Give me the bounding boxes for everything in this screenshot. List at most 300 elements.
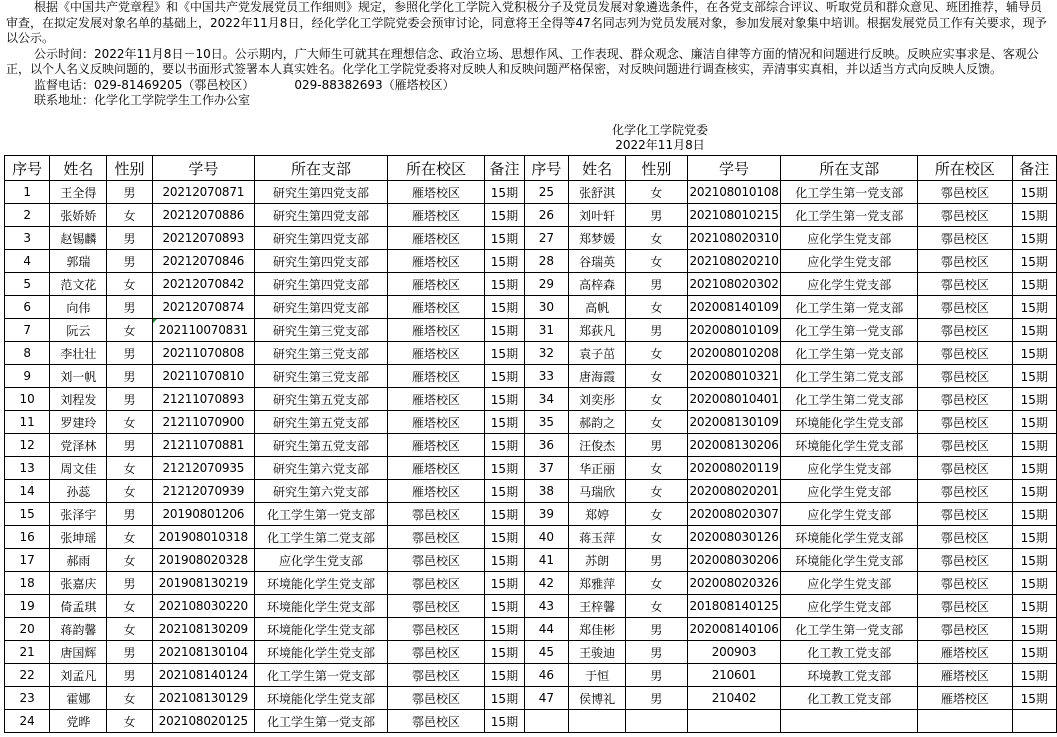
notice-text <box>6 0 1052 109</box>
table-row <box>5 388 1057 411</box>
cell-branch: 环境能化学生党支部 <box>781 434 918 457</box>
cell-branch: 化工学生第二党支部 <box>781 365 918 388</box>
cell-seq: 38 <box>524 480 568 503</box>
cell-gender: 男 <box>107 503 152 526</box>
cell-campus: 鄠邑校区 <box>918 549 1012 572</box>
cell-name: 孙蕊 <box>50 480 107 503</box>
cell-seq: 33 <box>524 365 568 388</box>
cell-campus: 雁塔校区 <box>918 641 1012 664</box>
cell-campus: 雁塔校区 <box>387 411 484 434</box>
address-value: 化学化工学院学生工作办公室 <box>94 93 251 107</box>
cell-branch: 研究生第三党支部 <box>255 342 388 365</box>
cell-student-id: 202008020307 <box>687 503 781 526</box>
cell-campus: 雁塔校区 <box>387 296 484 319</box>
cell-campus: 鄠邑校区 <box>918 434 1012 457</box>
cell-student-id: 20212070871 <box>152 181 254 204</box>
cell-campus: 鄠邑校区 <box>918 411 1012 434</box>
cell-name: 郑佳彬 <box>569 618 626 641</box>
cell-campus: 雁塔校区 <box>387 365 484 388</box>
cell-note: 15期 <box>485 388 525 411</box>
cell-campus: 雁塔校区 <box>387 227 484 250</box>
cell-student-id: 202108130129 <box>152 687 254 710</box>
cell-name: 阮云 <box>50 319 107 342</box>
cell-branch: 化工学生第一党支部 <box>781 181 918 204</box>
cell-note: 15期 <box>1012 618 1056 641</box>
cell-student-id: 202008010401 <box>687 388 781 411</box>
cell-gender: 女 <box>626 388 688 411</box>
cell-note: 15期 <box>485 204 525 227</box>
cell-student-id: 202108010108 <box>687 181 781 204</box>
cell-name: 王梓馨 <box>569 595 626 618</box>
cell-seq: 13 <box>5 457 50 480</box>
cell-seq: 32 <box>524 342 568 365</box>
cell-seq: 45 <box>524 641 568 664</box>
cell-campus: 雁塔校区 <box>387 434 484 457</box>
cell-student-id: 202108020310 <box>687 227 781 250</box>
cell-name: 郑雅萍 <box>569 572 626 595</box>
table-row <box>5 434 1057 457</box>
cell-note: 15期 <box>485 664 525 687</box>
cell-note: 15期 <box>485 181 525 204</box>
cell-note: 15期 <box>1012 342 1056 365</box>
cell-campus: 鄠邑校区 <box>918 365 1012 388</box>
table-row <box>5 687 1057 710</box>
cell-seq: 10 <box>5 388 50 411</box>
cell-note: 15期 <box>1012 457 1056 480</box>
cell-gender: 女 <box>107 480 152 503</box>
cell-branch <box>781 710 918 733</box>
cell-campus: 雁塔校区 <box>387 250 484 273</box>
cell-name: 党泽林 <box>50 434 107 457</box>
cell-gender: 男 <box>626 273 688 296</box>
cell-gender: 男 <box>626 204 688 227</box>
cell-campus: 雁塔校区 <box>387 181 484 204</box>
notice-paragraph-1: 根据《中国共产党章程》和《中国共产党发展党员工作细则》规定，参照化学化工学院入党积极分子及党员发展对象遴选条件，在各党支部综合评议、听取党员和群众意见、班团推荐，辅导员审查，在拟定发展对象名单的基础上，2022年11月8日，经化学化工学院党委会预审讨论，同意将王全得等47名同志列为党员发展对象，参加发展对象集中培训。根据发展党员工作有关要求，现予以公示。 <box>6 0 1047 45</box>
cell-gender: 男 <box>107 388 152 411</box>
cell-student-id: 20211070808 <box>152 342 254 365</box>
cell-campus: 鄠邑校区 <box>387 710 484 733</box>
cell-branch: 研究生第五党支部 <box>255 411 388 434</box>
cell-campus <box>918 710 1012 733</box>
cell-seq: 40 <box>524 526 568 549</box>
cell-branch: 化工学生第二党支部 <box>781 388 918 411</box>
cell-note: 15期 <box>485 365 525 388</box>
cell-branch: 环境能化学生党支部 <box>255 641 388 664</box>
cell-campus: 鄠邑校区 <box>918 503 1012 526</box>
phone-label: 监督电话： <box>34 77 95 92</box>
cell-seq: 7 <box>5 319 50 342</box>
cell-gender: 女 <box>107 687 152 710</box>
cell-gender: 男 <box>626 319 688 342</box>
cell-name: 刘程发 <box>50 388 107 411</box>
cell-campus: 鄠邑校区 <box>387 664 484 687</box>
header-left-student-id: 学号 <box>152 156 254 181</box>
signature-date: 2022年11月8日 <box>615 138 705 152</box>
cell-note: 15期 <box>485 342 525 365</box>
cell-seq: 25 <box>524 181 568 204</box>
cell-campus: 鄠邑校区 <box>387 595 484 618</box>
table-row <box>5 342 1057 365</box>
cell-campus: 雁塔校区 <box>387 319 484 342</box>
cell-campus: 鄠邑校区 <box>918 526 1012 549</box>
cell-campus: 鄠邑校区 <box>918 319 1012 342</box>
table-row <box>5 503 1057 526</box>
cell-seq: 1 <box>5 181 50 204</box>
cell-gender: 男 <box>107 664 152 687</box>
cell-gender: 女 <box>626 457 688 480</box>
cell-branch: 应化学生党支部 <box>781 480 918 503</box>
cell-note: 15期 <box>1012 273 1056 296</box>
cell-campus: 雁塔校区 <box>918 687 1012 710</box>
cell-gender: 男 <box>107 296 152 319</box>
table-row <box>5 411 1057 434</box>
cell-campus: 鄠邑校区 <box>387 641 484 664</box>
cell-branch: 应化学生党支部 <box>781 457 918 480</box>
header-right-seq: 序号 <box>524 156 568 181</box>
cell-campus: 雁塔校区 <box>918 664 1012 687</box>
cell-name: 霍娜 <box>50 687 107 710</box>
cell-name: 张泽宇 <box>50 503 107 526</box>
cell-student-id: 202008130109 <box>687 411 781 434</box>
cell-seq: 16 <box>5 526 50 549</box>
cell-marker-icon <box>153 319 157 323</box>
cell-name: 党晔 <box>50 710 107 733</box>
cell-student-id: 202108130209 <box>152 618 254 641</box>
cell-seq: 30 <box>524 296 568 319</box>
cell-campus: 鄠邑校区 <box>918 388 1012 411</box>
cell-name: 蒋玉萍 <box>569 526 626 549</box>
contact-address-line <box>6 93 1052 109</box>
cell-note: 15期 <box>485 572 525 595</box>
cell-note: 15期 <box>1012 204 1056 227</box>
cell-name: 李壮壮 <box>50 342 107 365</box>
cell-name: 张娇娇 <box>50 204 107 227</box>
cell-branch: 环境能化学生党支部 <box>255 687 388 710</box>
cell-gender: 女 <box>107 710 152 733</box>
cell-branch: 化工教工党支部 <box>781 687 918 710</box>
cell-campus: 鄠邑校区 <box>918 273 1012 296</box>
cell-student-id: 202008010109 <box>687 319 781 342</box>
cell-gender: 男 <box>626 687 688 710</box>
header-left-note: 备注 <box>485 156 525 181</box>
cell-student-id: 202008030206 <box>687 549 781 572</box>
table-row <box>5 595 1057 618</box>
cell-gender: 女 <box>107 595 152 618</box>
cell-note: 15期 <box>485 710 525 733</box>
cell-name: 郑梦媛 <box>569 227 626 250</box>
cell-seq: 11 <box>5 411 50 434</box>
cell-note: 15期 <box>485 549 525 572</box>
table-row <box>5 664 1057 687</box>
cell-gender: 女 <box>626 480 688 503</box>
cell-branch: 研究生第五党支部 <box>255 434 388 457</box>
cell-campus: 鄠邑校区 <box>918 181 1012 204</box>
cell-student-id: 202108020210 <box>687 250 781 273</box>
cell-gender <box>626 710 688 733</box>
cell-seq: 26 <box>524 204 568 227</box>
cell-student-id: 20212070842 <box>152 273 254 296</box>
cell-name: 郝韵之 <box>569 411 626 434</box>
cell-campus: 鄠邑校区 <box>918 457 1012 480</box>
table-row <box>5 480 1057 503</box>
cell-seq: 23 <box>5 687 50 710</box>
header-right-name: 姓名 <box>569 156 626 181</box>
cell-gender: 女 <box>626 227 688 250</box>
cell-seq: 4 <box>5 250 50 273</box>
cell-seq: 47 <box>524 687 568 710</box>
table-row <box>5 181 1057 204</box>
cell-note: 15期 <box>1012 480 1056 503</box>
cell-note: 15期 <box>485 411 525 434</box>
cell-student-id: 202008140109 <box>687 296 781 319</box>
cell-branch: 应化学生党支部 <box>781 572 918 595</box>
cell-gender: 女 <box>107 319 152 342</box>
cell-name: 刘奕彤 <box>569 388 626 411</box>
cell-name: 蒋韵馨 <box>50 618 107 641</box>
cell-seq: 12 <box>5 434 50 457</box>
cell-name: 刘一帆 <box>50 365 107 388</box>
cell-gender: 女 <box>107 411 152 434</box>
cell-name: 唐国辉 <box>50 641 107 664</box>
cell-note: 15期 <box>485 434 525 457</box>
cell-gender: 女 <box>626 503 688 526</box>
cell-student-id: 202008030126 <box>687 526 781 549</box>
cell-gender: 女 <box>107 273 152 296</box>
cell-note: 15期 <box>1012 319 1056 342</box>
cell-student-id: 210402 <box>687 687 781 710</box>
cell-student-id: 202008010321 <box>687 365 781 388</box>
cell-campus: 鄠邑校区 <box>918 296 1012 319</box>
cell-gender: 男 <box>107 227 152 250</box>
cell-branch: 环境能化学生党支部 <box>781 549 918 572</box>
cell-note: 15期 <box>485 457 525 480</box>
cell-campus: 鄠邑校区 <box>918 595 1012 618</box>
cell-seq: 29 <box>524 273 568 296</box>
cell-branch: 研究生第三党支部 <box>255 365 388 388</box>
cell-branch: 应化学生党支部 <box>781 227 918 250</box>
cell-seq: 31 <box>524 319 568 342</box>
cell-student-id: 201908020328 <box>152 549 254 572</box>
cell-note: 15期 <box>1012 434 1056 457</box>
candidate-roster-table <box>4 155 1057 733</box>
phone-yanta: 029-88382693（雁塔校区） <box>294 77 455 92</box>
cell-gender: 女 <box>626 595 688 618</box>
cell-name: 张嘉庆 <box>50 572 107 595</box>
cell-gender: 男 <box>107 250 152 273</box>
table-row <box>5 296 1057 319</box>
cell-gender: 男 <box>107 641 152 664</box>
table-row <box>5 365 1057 388</box>
cell-campus: 鄠邑校区 <box>387 618 484 641</box>
table-row <box>5 204 1057 227</box>
cell-name: 倚孟琪 <box>50 595 107 618</box>
cell-seq: 8 <box>5 342 50 365</box>
cell-branch: 化工学生第一党支部 <box>781 618 918 641</box>
cell-seq: 17 <box>5 549 50 572</box>
cell-branch: 环境能化学生党支部 <box>255 572 388 595</box>
cell-campus: 鄠邑校区 <box>918 227 1012 250</box>
table-row <box>5 273 1057 296</box>
header-right-gender: 性别 <box>626 156 688 181</box>
cell-student-id: 202008020119 <box>687 457 781 480</box>
cell-note <box>1012 710 1056 733</box>
cell-seq: 24 <box>5 710 50 733</box>
cell-note: 15期 <box>485 273 525 296</box>
cell-branch: 化工学生第一党支部 <box>255 664 388 687</box>
header-right-note: 备注 <box>1012 156 1056 181</box>
cell-student-id: 20212070893 <box>152 227 254 250</box>
cell-campus: 雁塔校区 <box>387 342 484 365</box>
table-header-row <box>5 156 1057 181</box>
cell-note: 15期 <box>1012 687 1056 710</box>
cell-branch: 化工学生第一党支部 <box>781 296 918 319</box>
cell-gender: 女 <box>107 549 152 572</box>
cell-note: 15期 <box>1012 526 1056 549</box>
header-left-branch: 所在支部 <box>255 156 388 181</box>
cell-branch: 研究生第四党支部 <box>255 296 388 319</box>
cell-student-id: 202008010208 <box>687 342 781 365</box>
header-right-student-id: 学号 <box>687 156 781 181</box>
cell-note: 15期 <box>1012 572 1056 595</box>
cell-student-id: 21212070939 <box>152 480 254 503</box>
cell-student-id: 21211070900 <box>152 411 254 434</box>
cell-name: 张坤瑶 <box>50 526 107 549</box>
cell-student-id: 202008130206 <box>687 434 781 457</box>
cell-seq: 18 <box>5 572 50 595</box>
cell-campus: 鄠邑校区 <box>387 526 484 549</box>
cell-name: 高梓森 <box>569 273 626 296</box>
cell-note: 15期 <box>1012 365 1056 388</box>
cell-seq: 44 <box>524 618 568 641</box>
cell-student-id: 20211070810 <box>152 365 254 388</box>
cell-name: 于恒 <box>569 664 626 687</box>
cell-gender: 男 <box>107 342 152 365</box>
cell-seq: 3 <box>5 227 50 250</box>
cell-seq: 43 <box>524 595 568 618</box>
cell-campus: 雁塔校区 <box>387 204 484 227</box>
cell-branch: 研究生第四党支部 <box>255 273 388 296</box>
cell-branch: 研究生第四党支部 <box>255 250 388 273</box>
cell-student-id: 201908010318 <box>152 526 254 549</box>
header-left-campus: 所在校区 <box>387 156 484 181</box>
cell-gender: 女 <box>107 526 152 549</box>
cell-student-id: 20190801206 <box>152 503 254 526</box>
cell-gender: 男 <box>626 549 688 572</box>
cell-campus: 鄠邑校区 <box>918 480 1012 503</box>
cell-campus: 雁塔校区 <box>387 388 484 411</box>
cell-branch: 应化学生党支部 <box>781 273 918 296</box>
table-row <box>5 227 1057 250</box>
cell-student-id: 20212070874 <box>152 296 254 319</box>
cell-name: 汪俊杰 <box>569 434 626 457</box>
cell-name: 王骏迪 <box>569 641 626 664</box>
cell-name: 郭瑞 <box>50 250 107 273</box>
cell-branch: 环境能化学生党支部 <box>781 411 918 434</box>
cell-seq: 20 <box>5 618 50 641</box>
cell-campus: 鄠邑校区 <box>387 503 484 526</box>
cell-student-id: 202008020201 <box>687 480 781 503</box>
cell-gender: 女 <box>626 572 688 595</box>
cell-name: 马瑞欣 <box>569 480 626 503</box>
cell-student-id: 202108130104 <box>152 641 254 664</box>
cell-note: 15期 <box>485 526 525 549</box>
cell-branch: 应化学生党支部 <box>255 549 388 572</box>
header-left-gender: 性别 <box>107 156 152 181</box>
cell-seq: 15 <box>5 503 50 526</box>
cell-campus: 鄠邑校区 <box>918 342 1012 365</box>
cell-seq: 19 <box>5 595 50 618</box>
cell-name: 侯博礼 <box>569 687 626 710</box>
cell-student-id <box>687 710 781 733</box>
table-row <box>5 641 1057 664</box>
cell-branch: 研究生第六党支部 <box>255 480 388 503</box>
cell-student-id: 202108140124 <box>152 664 254 687</box>
cell-campus: 雁塔校区 <box>387 273 484 296</box>
cell-branch: 应化学生党支部 <box>781 503 918 526</box>
cell-branch: 化工学生第一党支部 <box>781 204 918 227</box>
cell-gender: 男 <box>107 365 152 388</box>
cell-gender: 女 <box>626 296 688 319</box>
cell-branch: 研究生第四党支部 <box>255 227 388 250</box>
cell-branch: 环境教工党支部 <box>781 664 918 687</box>
cell-branch: 应化学生党支部 <box>781 250 918 273</box>
cell-gender: 男 <box>107 181 152 204</box>
table-row <box>5 319 1057 342</box>
cell-seq: 6 <box>5 296 50 319</box>
cell-note: 15期 <box>485 250 525 273</box>
table-row <box>5 572 1057 595</box>
table-row <box>5 457 1057 480</box>
cell-gender: 男 <box>626 664 688 687</box>
cell-seq: 42 <box>524 572 568 595</box>
cell-branch: 化工学生第一党支部 <box>781 319 918 342</box>
header-right-branch: 所在支部 <box>781 156 918 181</box>
cell-student-id: 202008140106 <box>687 618 781 641</box>
cell-student-id: 200903 <box>687 641 781 664</box>
cell-gender: 男 <box>107 434 152 457</box>
cell-seq: 21 <box>5 641 50 664</box>
cell-gender: 男 <box>107 572 152 595</box>
cell-seq: 37 <box>524 457 568 480</box>
cell-student-id: 202108020302 <box>687 273 781 296</box>
cell-student-id: 201908130219 <box>152 572 254 595</box>
cell-note: 15期 <box>485 480 525 503</box>
cell-student-id: 21211070893 <box>152 388 254 411</box>
cell-seq: 28 <box>524 250 568 273</box>
cell-note: 15期 <box>1012 227 1056 250</box>
cell-student-id: 202108010215 <box>687 204 781 227</box>
cell-gender: 男 <box>626 618 688 641</box>
cell-gender: 女 <box>626 181 688 204</box>
cell-seq: 2 <box>5 204 50 227</box>
cell-name <box>569 710 626 733</box>
address-label: 联系地址： <box>34 93 95 107</box>
header-right-campus: 所在校区 <box>918 156 1012 181</box>
cell-branch: 化工教工党支部 <box>781 641 918 664</box>
cell-seq: 27 <box>524 227 568 250</box>
notice-paragraph-2: 公示时间：2022年11月8日－10日。公示期内，广大师生可就其在理想信念、政治立场、思想作风、工作表现、群众观念、廉洁自律等方面的情况和问题进行反映。反映应实事求是、客观公正，以个人名义反映问题的，要以书面形式签署本人真实姓名。化学化工学院党委将对反映人和反映问题严格保密，对反映问题进行调查核实，弄清事实真相，并以适当方式向反映人反馈。 <box>6 46 1039 76</box>
cell-campus: 雁塔校区 <box>387 457 484 480</box>
cell-campus: 雁塔校区 <box>387 480 484 503</box>
cell-seq: 35 <box>524 411 568 434</box>
cell-note: 15期 <box>1012 503 1056 526</box>
cell-branch: 研究生第四党支部 <box>255 181 388 204</box>
cell-gender: 女 <box>626 250 688 273</box>
cell-student-id: 201808140125 <box>687 595 781 618</box>
cell-branch: 化工学生第一党支部 <box>781 342 918 365</box>
cell-name: 唐海霞 <box>569 365 626 388</box>
cell-name: 张舒淇 <box>569 181 626 204</box>
